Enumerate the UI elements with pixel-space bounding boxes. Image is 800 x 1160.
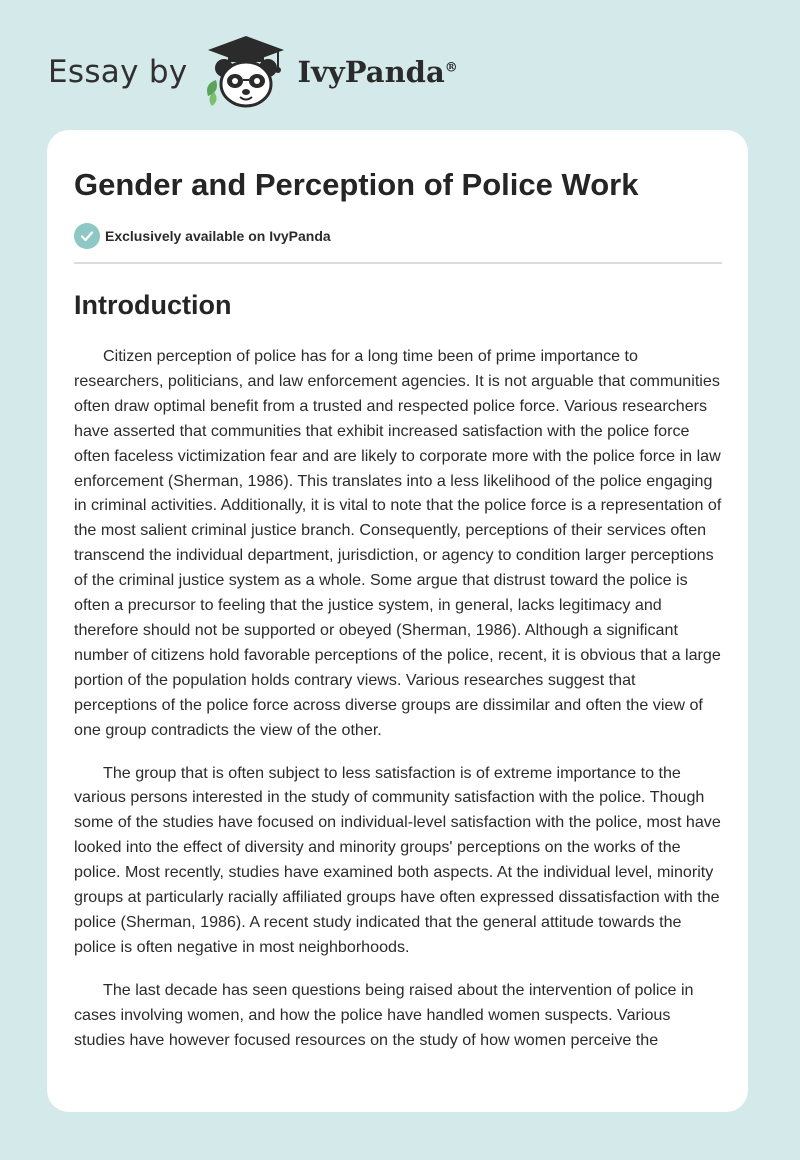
site-header: [48, 34, 458, 110]
exclusive-badge: [74, 223, 722, 249]
check-icon: [74, 223, 100, 249]
paragraph: The last decade has seen questions being raised about the intervention of police in cases involving women, and how the police have handled women suspects. Various studies have however focused resources on the study of how women perceive the: [74, 980, 694, 1049]
trademark-symbol: ®: [444, 60, 458, 76]
essay-content: [47, 130, 748, 1052]
brand-name[interactable]: [298, 55, 458, 89]
brand-text: IvyPanda: [297, 55, 445, 89]
essay-by-label: Essay by: [48, 54, 188, 90]
paragraph: Citizen perception of police has for a long time been of prime importance to researchers, politicians, and law enforcement agencies. It is not arguable that communities often draw optimal benefit from a trusted and respected police force. Various researchers have asserted that communities that exhibit increased satisfaction with the police force often faceless victimization fear and are likely to corporate more with the police force in law enforcement (Sherman, 1986). This translates into a less likelihood of the police engaging in criminal activities. Additionally, it is vital to note that the police force is a representation of the most salient criminal justice branch. Consequently, perceptions of their services often transcend the individual department, jurisdiction, or agency to condition larger perceptions of the criminal justice system as a whole. Some argue that distrust toward the police is often a precursor to feeling that the justice system, in general, lacks legitimacy and therefore should not be supported or obeyed (Sherman, 1986). Although a significant number of citizens hold favorable perceptions of the police, recent, it is obvious that a large portion of the population holds contrary views. Various researches suggest that perceptions of the police force across diverse groups are dissimilar and often the view of one group contradicts the view of the other.: [74, 347, 722, 739]
paragraph: The group that is often subject to less satisfaction is of extreme importance to the various persons interested in the study of community satisfaction with the police. Though some of the studies have focused on individual-level satisfaction with the police, most have looked into the effect of diversity and minority groups' perceptions on the works of the police. Most recently, studies have examined both aspects. At the individual level, minority groups at particularly racially affiliated groups have often expressed dissatisfaction with the police (Sherman, 1986). A recent study indicated that the general attitude towards the police is often negative in most neighborhoods.: [74, 763, 721, 956]
panda-logo-icon[interactable]: [202, 34, 290, 110]
badge-label: Exclusively available on IvyPanda: [105, 228, 331, 244]
section-heading: Introduction: [74, 290, 232, 320]
page-title: Gender and Perception of Police Work: [74, 167, 639, 202]
essay-card: [47, 130, 748, 1112]
divider: [74, 262, 722, 264]
